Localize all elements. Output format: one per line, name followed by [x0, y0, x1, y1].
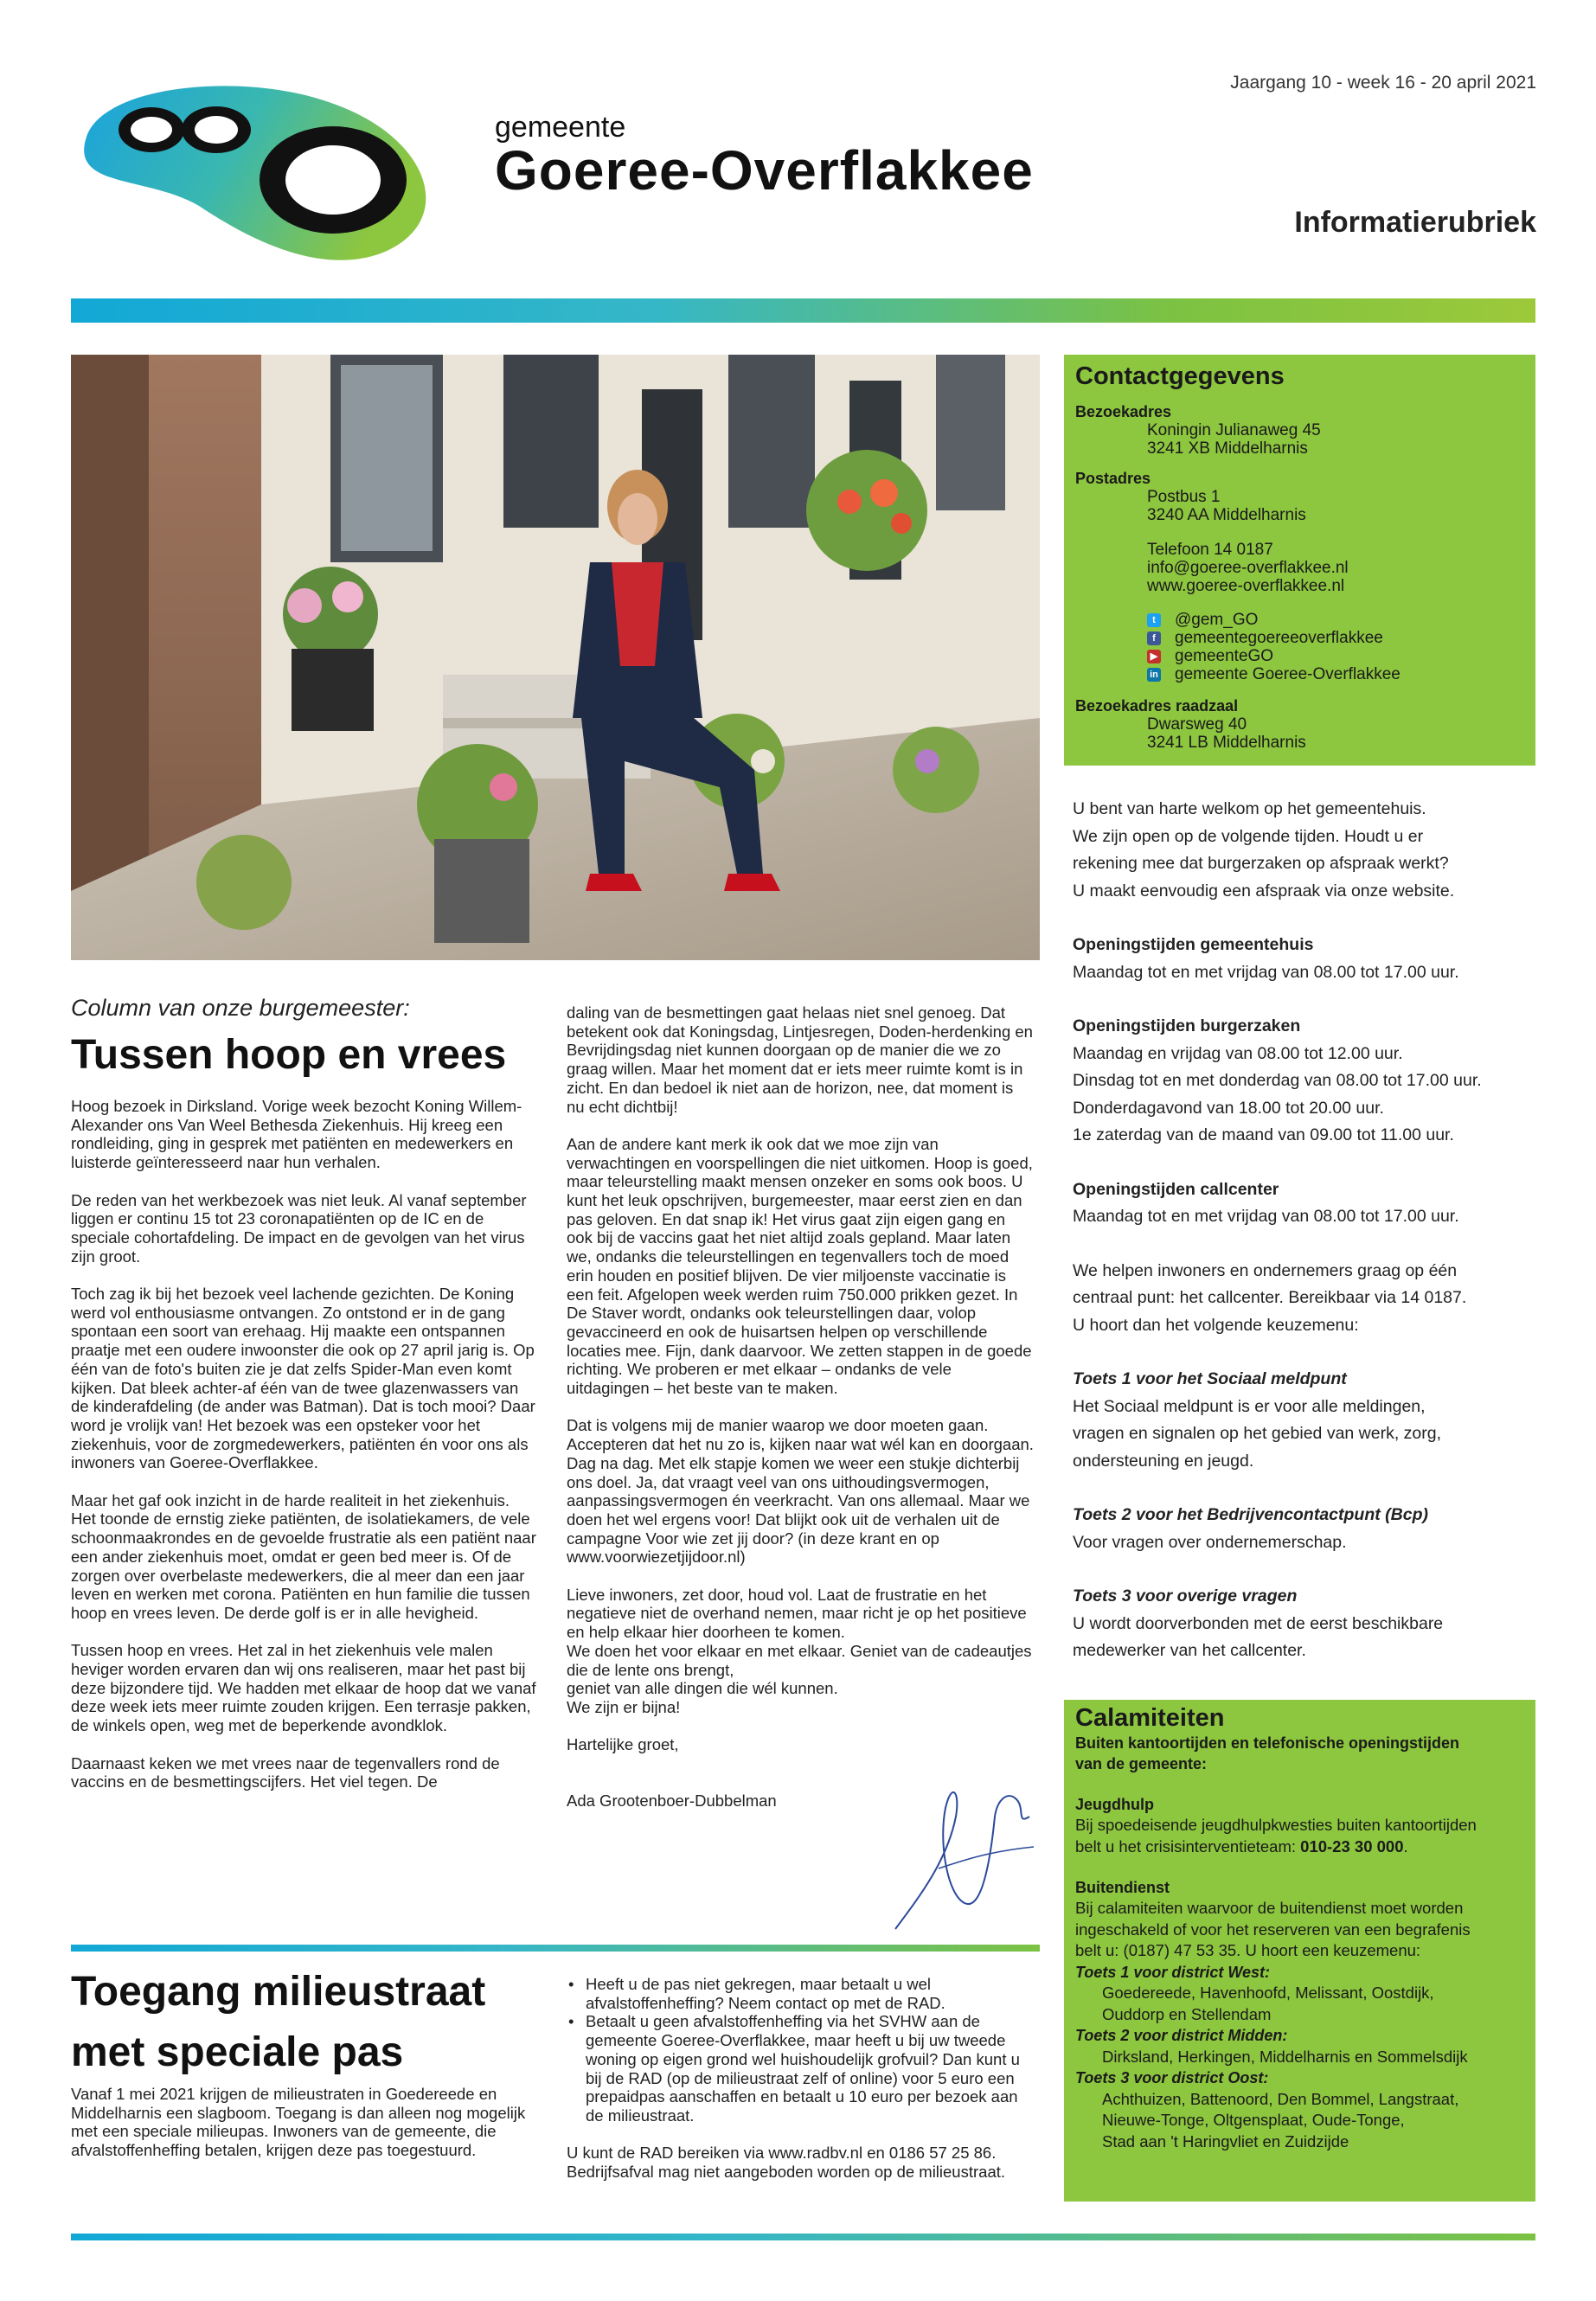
brand-small-text: gemeente [495, 111, 626, 144]
district-west-label: Toets 1 voor district West: [1075, 1963, 1271, 1981]
youth-care-label: Jeugdhulp [1075, 1796, 1154, 1813]
hours-civil-affairs: Donderdagavond van 18.00 tot 20.00 uur. [1073, 1098, 1384, 1118]
hours-townhall: Maandag tot en met vrijdag van 08.00 tot 17.00 uur. [1073, 962, 1459, 982]
milieu-title [71, 1962, 555, 2083]
column-author: Ada Grootenboer-Dubbelman [567, 1791, 777, 1811]
district-west-places: Ouddorp en Stellendam [1102, 2004, 1272, 2023]
column-text-left [71, 1097, 538, 1811]
brand-name: Goeree-Overflakkee [495, 139, 1034, 202]
column-paragraph: daling van de besmettingen gaat helaas niet snel genoeg. Dat betekent ook dat Koningsdag, Lintjesregen, Doden-herdenking en Bevrijdingsdag niet kunnen doorgaan op de manier die we zo graag willen. Maar het moment dat er iets meer ruimte komt is in zicht. En dan bedoel ik niet aan de horizon, nee, dat moment is nu echt dichtbij! [567, 1003, 1033, 1116]
district-oost-label: Toets 3 voor district Oost: [1075, 2069, 1269, 2086]
milieu-title-line: met speciale pas [71, 2029, 404, 2075]
column-paragraph: We doen het voor elkaar en met elkaar. Geniet van de cadeautjes die de lente ons brengt, [567, 1641, 1032, 1679]
column-kicker: Column van onze burgemeester: [71, 995, 410, 1021]
column-title: Tussen hoop en vrees [71, 1032, 507, 1078]
milieu-details [567, 1975, 1034, 2182]
facebook-link[interactable] [1075, 629, 1524, 647]
welcome-line: We zijn open op de volgende tijden. Houdt u er [1073, 826, 1424, 846]
callcenter-intro: U hoort dan het volgende keuzemenu: [1073, 1315, 1359, 1335]
header-gradient-bar [71, 298, 1535, 323]
callcenter-intro: We helpen inwoners en ondernemers graag op één [1073, 1260, 1458, 1280]
issue-info: Jaargang 10 - week 16 - 20 april 2021 [1230, 73, 1536, 93]
column-paragraph: Maar het gaf ook inzicht in de harde realiteit in het ziekenhuis. Het toonde de ernstig zieke patiënten, de isolatiekamers, de vele schoonmaakrondes en de gevoelde frustratie als een patiënt naar een ander ziekenhuis moet, omdat er geen bed meer is. Of de zorgen over overbelaste medewerkers, die al meer dan een jaar leven en werken met corona. Patiënten en hun familie die tussen hoop en vrees leven. De derde golf is er in alle hevigheid. [71, 1490, 536, 1622]
phone-number: Telefoon 14 0187 [1147, 541, 1273, 559]
district-oost-places: Nieuwe-Tonge, Oltgensplaat, Oude-Tonge, [1102, 2111, 1405, 2129]
hours-civil-affairs: 1e zaterdag van de maand van 09.00 tot 11.00 uur. [1073, 1125, 1454, 1144]
municipality-logo [69, 76, 450, 262]
council-address-line: 3241 LB Middelharnis [1147, 734, 1306, 752]
hours-callcenter-label: Openingstijden callcenter [1073, 1179, 1279, 1199]
visit-address-label: Bezoekadres [1075, 403, 1172, 420]
district-oost-places: Achthuizen, Battenoord, Den Bommel, Langstraat, [1102, 2089, 1459, 2108]
crisis-phone-number: 010-23 30 000 [1300, 1836, 1404, 1856]
linkedin-icon: in [1147, 668, 1161, 682]
menu-option-1-text: Het Sociaal meldpunt is er voor alle meldingen, [1073, 1396, 1426, 1416]
opening-hours-info [1073, 796, 1540, 1665]
column-text-right [567, 1003, 1034, 1829]
facebook-icon: f [1147, 631, 1161, 645]
column-paragraph: We zijn er bijna! [567, 1697, 681, 1716]
hours-civil-affairs-label: Openingstijden burgerzaken [1073, 1016, 1301, 1035]
visit-address-line: 3241 XB Middelharnis [1147, 439, 1308, 458]
column-paragraph: Dat is volgens mij de manier waarop we door moeten gaan. Accepteren dat het nu zo is, kijken naar wat wél kan en doorgaan. Dag na dag. Met elk stapje komen we weer een stukje dichterbij ons doel. Ja, dat vraagt veel van ons uithoudingsvermogen, aanpassingsvermogen én veerkracht. Van ons allemaal. Maar we doen het wel ergens voor! Dat blijkt ook uit de verhalen uit de campagne Voor wie zet jij door? (in deze krant en op www.voorwiezetjijdoor.nl) [567, 1416, 1034, 1567]
linkedin-handle: gemeente Goeree-Overflakkee [1175, 665, 1401, 683]
postal-address-line: Postbus 1 [1147, 488, 1221, 506]
welcome-line: U maakt eenvoudig een afspraak via onze website. [1073, 881, 1455, 901]
district-midden-label: Toets 2 voor district Midden: [1075, 2027, 1288, 2044]
menu-option-1-label: Toets 1 voor het Sociaal meldpunt [1073, 1369, 1347, 1388]
twitter-handle: @gem_GO [1175, 611, 1259, 629]
council-address-label: Bezoekadres raadzaal [1075, 697, 1239, 715]
youtube-icon: ▶ [1147, 650, 1161, 663]
menu-option-1-text: ondersteuning en jeugd. [1073, 1451, 1254, 1471]
hours-callcenter: Maandag tot en met vrijdag van 08.00 tot 17.00 uur. [1073, 1207, 1459, 1226]
youth-care-phone-suffix: . [1403, 1836, 1408, 1856]
welcome-line: rekening mee dat burgerzaken op afspraak werkt? [1073, 854, 1449, 873]
emergency-subtitle: Buiten kantoortijden en telefonische openingstijden [1075, 1734, 1460, 1752]
visit-address-line: Koningin Julianaweg 45 [1147, 421, 1321, 439]
section-title: Informatierubriek [1294, 206, 1536, 239]
postal-address-label: Postadres [1075, 470, 1151, 487]
hours-civil-affairs: Dinsdag tot en met donderdag van 08.00 tot 17.00 uur. [1073, 1071, 1482, 1090]
menu-option-1-text: vragen en signalen op het gebied van werk, zorg, [1073, 1424, 1442, 1443]
milieu-bullet: • Betaalt u geen afvalstoffenheffing via het SVHW aan de gemeente Goeree-Overflakkee, maar heeft u bij uw tweede woning op eigen grond wel huishoudelijk grofvuil? Dan kunt u bij de RAD (op de milieustraat zelf of online) voor 5 euro een prepaidpas aanschaffen en betaalt u 10 euro per bezoek aan de milieustraat. [567, 2012, 1034, 2125]
contact-title: Contactgegevens [1075, 362, 1285, 390]
column-paragraph: Aan de andere kant merk ik ook dat we moe zijn van verwachtingen en voorspellingen die niet uitkomen. Hoop is goed, maar teleurstelling maakt mensen onzeker en soms ook boos. U kunt het leuk opschrijven, burgemeester, maar eerst zien en dan pas geloven. En dat snap ik! Het virus gaat zijn eigen gang en ook bij de vaccins gaat het niet altijd zoals gepland. Maar laten we, ondanks die teleurstellingen en tegenvallers toch de moed erin houden en positief blijven. De vier miljoenste vaccinatie is een feit. Afgelopen week werden ruim 750.000 prikken gezet. In De Staver wordt, ondanks ook teleurstellingen daar, volop gevaccineerd en ook de huisartsen helpen op verschillende locaties mee. Fijn, dank daarvoor. We zetten stappen in de goede richting. We proberen er met elkaar – ondanks de vele uitdagingen – het beste van te maken. [567, 1134, 1033, 1398]
youtube-handle: gemeenteGO [1175, 647, 1274, 665]
facebook-handle: gemeentegoereeoverflakkee [1175, 629, 1383, 647]
menu-option-2-label: Toets 2 voor het Bedrijvencontactpunt (Bcp) [1073, 1505, 1428, 1524]
emergency-title: Calamiteiten [1075, 1704, 1225, 1732]
column-paragraph: De reden van het werkbezoek was niet leuk. Al vanaf september liggen er continu 15 tot 23 coronapatiënten op de IC en de speciale cohortafdeling. De impact en de gevolgen van het virus zijn groot. [71, 1190, 527, 1266]
column-paragraph: Hoog bezoek in Dirksland. Vorige week bezocht Koning Willem-Alexander ons Van Weel Bethesda Ziekenhuis. Hij kreeg een rondleiding, ging in gesprek met patiënten en medewerkers en luisterde geïnteresseerd naar hun verhalen. [71, 1097, 522, 1172]
twitter-icon: t [1147, 613, 1161, 627]
hours-townhall-label: Openingstijden gemeentehuis [1073, 935, 1314, 954]
milieu-intro: Vanaf 1 mei 2021 krijgen de milieustraten in Goedereede en Middelharnis een slagboom. Toegang is dan alleen nog mogelijk met een speciale milieupas. Inwoners van de gemeente, die afvalstoffenheffing betalen, krijgen deze pas toegestuurd. [71, 2085, 526, 2160]
district-west-places: Goedereede, Havenhoofd, Melissant, Oostdijk, [1102, 1984, 1434, 2002]
district-midden-places: Dirksland, Herkingen, Middelharnis en Sommelsdijk [1102, 2047, 1468, 2066]
column-paragraph: Toch zag ik bij het bezoek veel lachende gezichten. De Koning werd vol enthousiasme ontvangen. Zo ontstond er in de gang spontaan een soort van erehaag. Hij maakte een ontspannen praatje met een oudere inwoonster die ook op 27 april jarig is. Op één van de foto's buiten zie je dat zelfs Spider-Man even komt kijken. Dat bleek achter-af één van de twee glazenwassers van de kinderafdeling (de ander was Batman). Dat is toch mooi? Daar word je vrolijk van! Het bezoek was een opsteker voor het ziekenhuis, voor de zorgmedewerkers, patiënten én voor ons als inwoners van Goeree-Overflakkee. [71, 1285, 535, 1472]
signature-image [887, 1765, 1042, 1938]
welcome-line: U bent van harte welkom op het gemeentehuis. [1073, 799, 1426, 818]
website-link[interactable]: www.goeree-overflakkee.nl [1147, 577, 1345, 595]
milieu-contact: U kunt de RAD bereiken via www.radbv.nl en 0186 57 25 86. Bedrijfsafval mag niet aangeboden worden op de milieustraat. [567, 2144, 1006, 2182]
field-service-text: belt u: (0187) 47 53 35. U hoort een keuzemenu: [1075, 1941, 1421, 1959]
youth-care-text: Bij spoedeisende jeugdhulpkwesties buiten kantoortijden [1075, 1816, 1477, 1834]
contact-box [1064, 355, 1535, 766]
footer-gradient-bar [71, 2234, 1535, 2240]
field-service-text: ingeschakeld of voor het reserveren van een begrafenis [1075, 1920, 1471, 1939]
column-paragraph: geniet van alle dingen die wél kunnen. [567, 1679, 838, 1698]
hours-civil-affairs: Maandag en vrijdag van 08.00 tot 12.00 uur. [1073, 1043, 1403, 1063]
column-paragraph: Daarnaast keken we met vrees naar de tegenvallers rond de vaccins en de besmettingscijfers. Het viel tegen. De [71, 1753, 500, 1791]
email-link[interactable]: info@goeree-overflakkee.nl [1147, 559, 1349, 577]
district-oost-places: Stad aan 't Haringvliet en Zuidzijde [1102, 2131, 1349, 2150]
column-greeting: Hartelijke groet, [567, 1735, 679, 1754]
youtube-link[interactable] [1075, 647, 1524, 665]
youth-care-phone-prefix: belt u het crisisinterventieteam: [1075, 1836, 1301, 1856]
emergency-subtitle: van de gemeente: [1075, 1755, 1208, 1772]
menu-option-3-text: U wordt doorverbonden met de eerst beschikbare [1073, 1613, 1444, 1633]
emergency-box [1064, 1700, 1535, 2202]
callcenter-intro: centraal punt: het callcenter. Bereikbaar via 14 0187. [1073, 1288, 1467, 1307]
menu-option-3-label: Toets 3 voor overige vragen [1073, 1586, 1298, 1606]
council-address-line: Dwarsweg 40 [1147, 715, 1247, 734]
postal-address-line: 3240 AA Middelharnis [1147, 506, 1306, 524]
menu-option-3-text: medewerker van het callcenter. [1073, 1641, 1306, 1660]
menu-option-2-text: Voor vragen over ondernemerschap. [1073, 1532, 1347, 1552]
milieu-bullet: • Heeft u de pas niet gekregen, maar betaalt u wel afvalstoffenheffing? Neem contact op met de RAD. [567, 1975, 1034, 2012]
youth-care-phone-line [1075, 1836, 1524, 1858]
column-paragraph: Lieve inwoners, zet door, houd vol. Laat de frustratie en het negatieve niet de overhand nemen, maar richt je op het positieve en help elkaar hier doorheen te komen. [567, 1585, 1027, 1642]
column-paragraph: Tussen hoop en vrees. Het zal in het ziekenhuis vele malen heviger worden ervaren dan wij ons realiseren, maar het past bij deze bijzondere tijd. We hadden met elkaar de hoop dat we vanaf deze week iets meer ruimte zouden krijgen. Een terrasje pakken, de winkels open, weg met de beperkende avondklok. [71, 1641, 536, 1735]
linkedin-link[interactable] [1075, 665, 1524, 683]
field-service-text: Bij calamiteiten waarvoor de buitendienst moet worden [1075, 1899, 1464, 1917]
twitter-link[interactable] [1075, 611, 1524, 629]
field-service-label: Buitendienst [1075, 1879, 1170, 1896]
mayor-photo [71, 355, 1040, 960]
milieu-title-line: Toegang milieustraat [71, 1969, 486, 2015]
section-divider [71, 1945, 1040, 1952]
